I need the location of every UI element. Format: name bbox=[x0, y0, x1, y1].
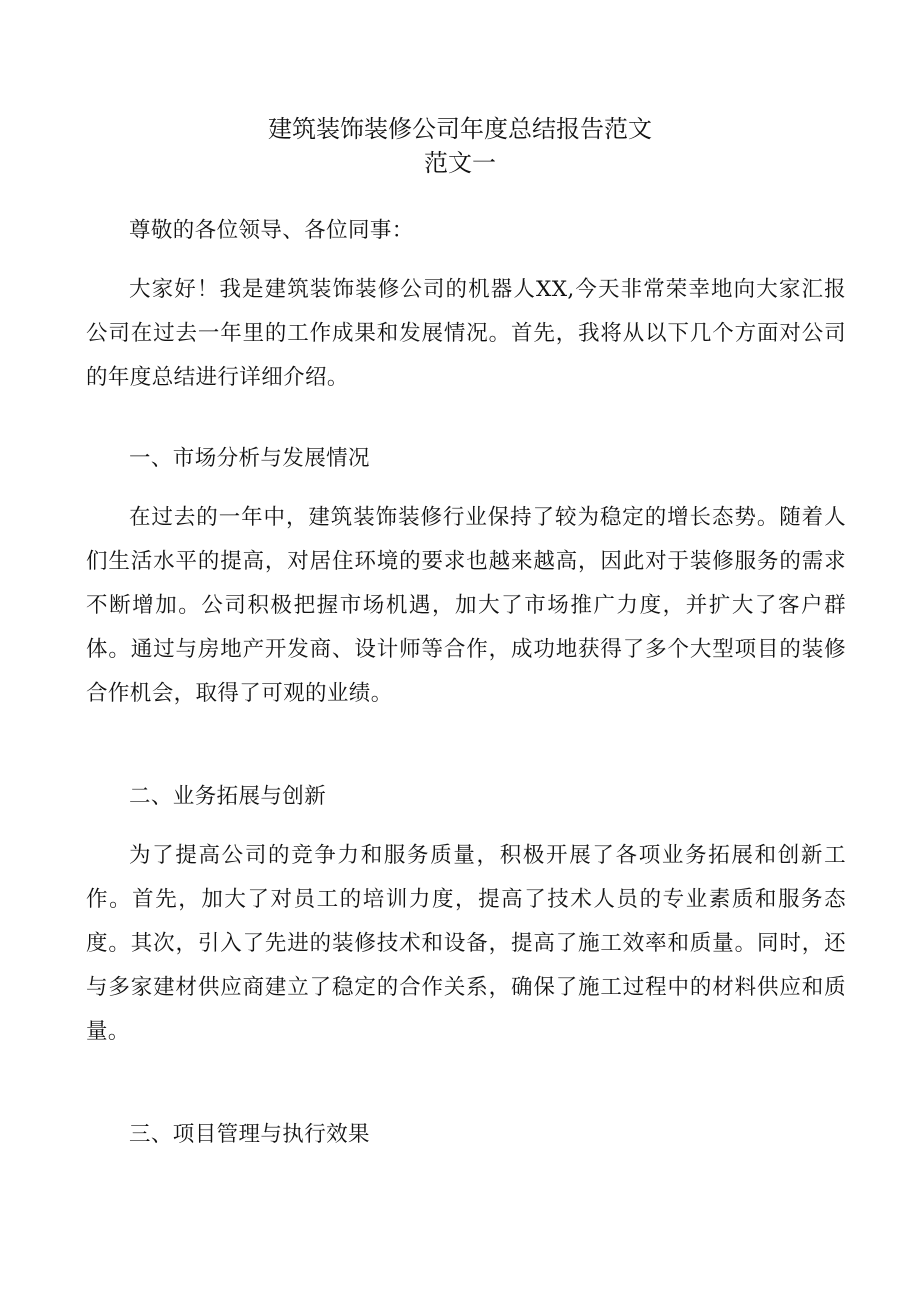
title-block bbox=[0, 112, 920, 180]
section-body-market: 在过去的一年中，建筑装饰装修行业保持了较为稳定的增长态势。随着人们生活水平的提高，对居住环境的要求也越来越高，因此对于装修服务的需求不断增加。公司积极把握市场机遇，加大了市场推广力度，并扩大了客户群体。通过与房地产开发商、设计师等合作，成功地获得了多个大型项目的装修合作机会，取得了可观的业绩。 bbox=[86, 505, 846, 706]
document-subtitle: 范文一 bbox=[424, 149, 496, 177]
greeting-line: 尊敬的各位领导、各位同事： bbox=[129, 218, 414, 243]
intro-paragraph: 大家好！我是建筑装饰装修公司的机器人XX,今天非常荣幸地向大家汇报公司在过去一年里的工作成果和发展情况。首先，我将从以下几个方面对公司的年度总结进行详细介绍。 bbox=[86, 277, 846, 390]
section-heading-project: 三、项目管理与执行效果 bbox=[129, 1122, 370, 1147]
section-heading-market: 一、市场分析与发展情况 bbox=[129, 446, 370, 471]
section-heading-business: 二、业务拓展与创新 bbox=[129, 784, 327, 809]
document-title: 建筑装饰装修公司年度总结报告范文 bbox=[268, 115, 652, 143]
section-body-business: 为了提高公司的竞争力和服务质量，积极开展了各项业务拓展和创新工作。首先，加大了对员工的培训力度，提高了技术人员的专业素质和服务态度。其次，引入了先进的装修技术和设备，提高了施工效率和质量。同时，还与多家建材供应商建立了稳定的合作关系，确保了施工过程中的材料供应和质量。 bbox=[86, 843, 846, 1044]
